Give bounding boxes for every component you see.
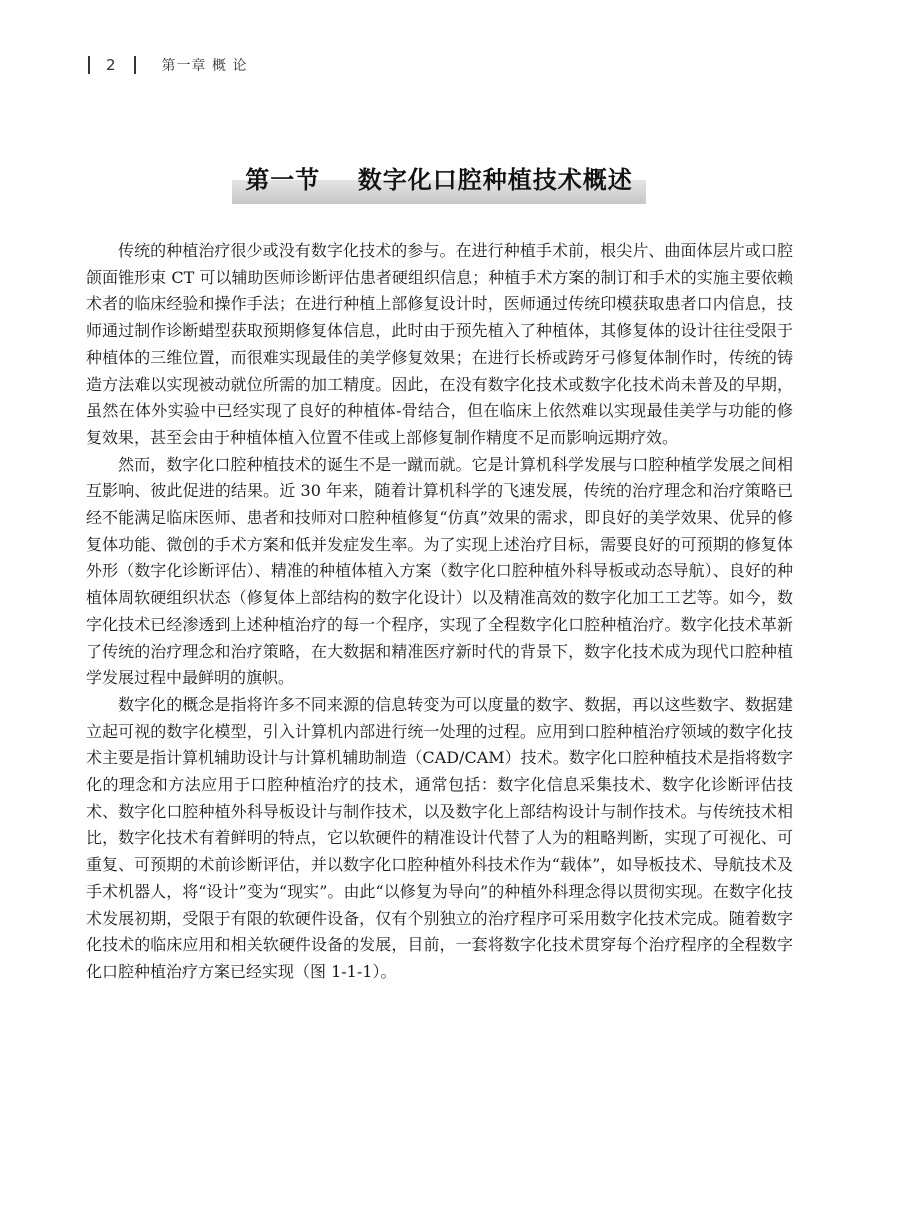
paragraph-traditional-treatment: 传统的种植治疗很少或没有数字化技术的参与。在进行种植手术前，根尖片、曲面体层片或口腔颌面锥形束 CT 可以辅助医师诊断评估患者硬组织信息；种植手术方案的制订和手术的实施主要依赖术者的临床经验和操作手法；在进行种植上部修复设计时，医师通过传统印模获取患者口内信息，技师通过制作诊断蜡型获取预期修复体信息，此时由于预先植入了种植体，其修复体的设计往往受限于种植体的三维位置，而很难实现最佳的美学修复效果；在进行长桥或跨牙弓修复体制作时，传统的铸造方法难以实现被动就位所需的加工精度。因此，在没有数字化技术或数字化技术尚未普及的早期，虽然在体外实验中已经实现了良好的种植体-骨结合，但在临床上依然难以实现最佳美学与功能的修复效果，甚至会由于种植体植入位置不佳或上部修复制作精度不足而影响远期疗效。	[86, 241, 793, 447]
section-heading	[232, 156, 646, 204]
running-header	[88, 54, 247, 76]
body-text	[86, 238, 793, 986]
header-divider-right	[134, 56, 136, 74]
page-number: 2	[106, 56, 116, 74]
section-title: 第一节 数字化口腔种植技术概述	[245, 166, 633, 194]
chapter-title: 第一章 概 论	[161, 58, 248, 74]
header-divider-left	[88, 56, 90, 74]
paragraph-digital-origin: 然而，数字化口腔种植技术的诞生不是一蹴而就。它是计算机科学发展与口腔种植学发展之间相互影响、彼此促进的结果。近 30 年来，随着计算机科学的飞速发展，传统的治疗理念和治疗策略已经不能满足临床医师、患者和技师对口腔种植修复“仿真”效果的需求，即良好的美学效果、优异的修复体功能、微创的手术方案和低并发症发生率。为了实现上述治疗目标，需要良好的可预期的修复体外形（数字化诊断评估）、精准的种植体植入方案（数字化口腔种植外科导板或动态导航）、良好的种植体周软硬组织状态（修复体上部结构的数字化设计）以及精准高效的数字化加工工艺等。如今，数字化技术已经渗透到上述种植治疗的每一个程序，实现了全程数字化口腔种植治疗。数字化技术革新了传统的治疗理念和治疗策略，在大数据和精准医疗新时代的背景下，数字化技术成为现代口腔种植学发展过程中最鲜明的旗帜。	[86, 454, 793, 688]
paragraph-digital-concept: 数字化的概念是指将许多不同来源的信息转变为可以度量的数字、数据，再以这些数字、数据建立起可视的数字化模型，引入计算机内部进行统一处理的过程。应用到口腔种植治疗领域的数字化技术主要是指计算机辅助设计与计算机辅助制造（CAD/CAM）技术。数字化口腔种植技术是指将数字化的理念和方法应用于口腔种植治疗的技术，通常包括：数字化信息采集技术、数字化诊断评估技术、数字化口腔种植外科导板设计与制作技术，以及数字化上部结构设计与制作技术。与传统技术相比，数字化技术有着鲜明的特点，它以软硬件的精准设计代替了人为的粗略判断，实现了可视化、可重复、可预期的术前诊断评估，并以数字化口腔种植外科技术作为“载体”，如导板技术、导航技术及手术机器人，将“设计”变为“现实”。由此“以修复为导向”的种植外科理念得以贯彻实现。在数字化技术发展初期，受限于有限的软硬件设备，仅有个别独立的治疗程序可采用数字化技术完成。随着数字化技术的临床应用和相关软硬件设备的发展，目前，一套将数字化技术贯穿每个治疗程序的全程数字化口腔种植治疗方案已经实现（图 1-1-1）。	[86, 694, 793, 981]
